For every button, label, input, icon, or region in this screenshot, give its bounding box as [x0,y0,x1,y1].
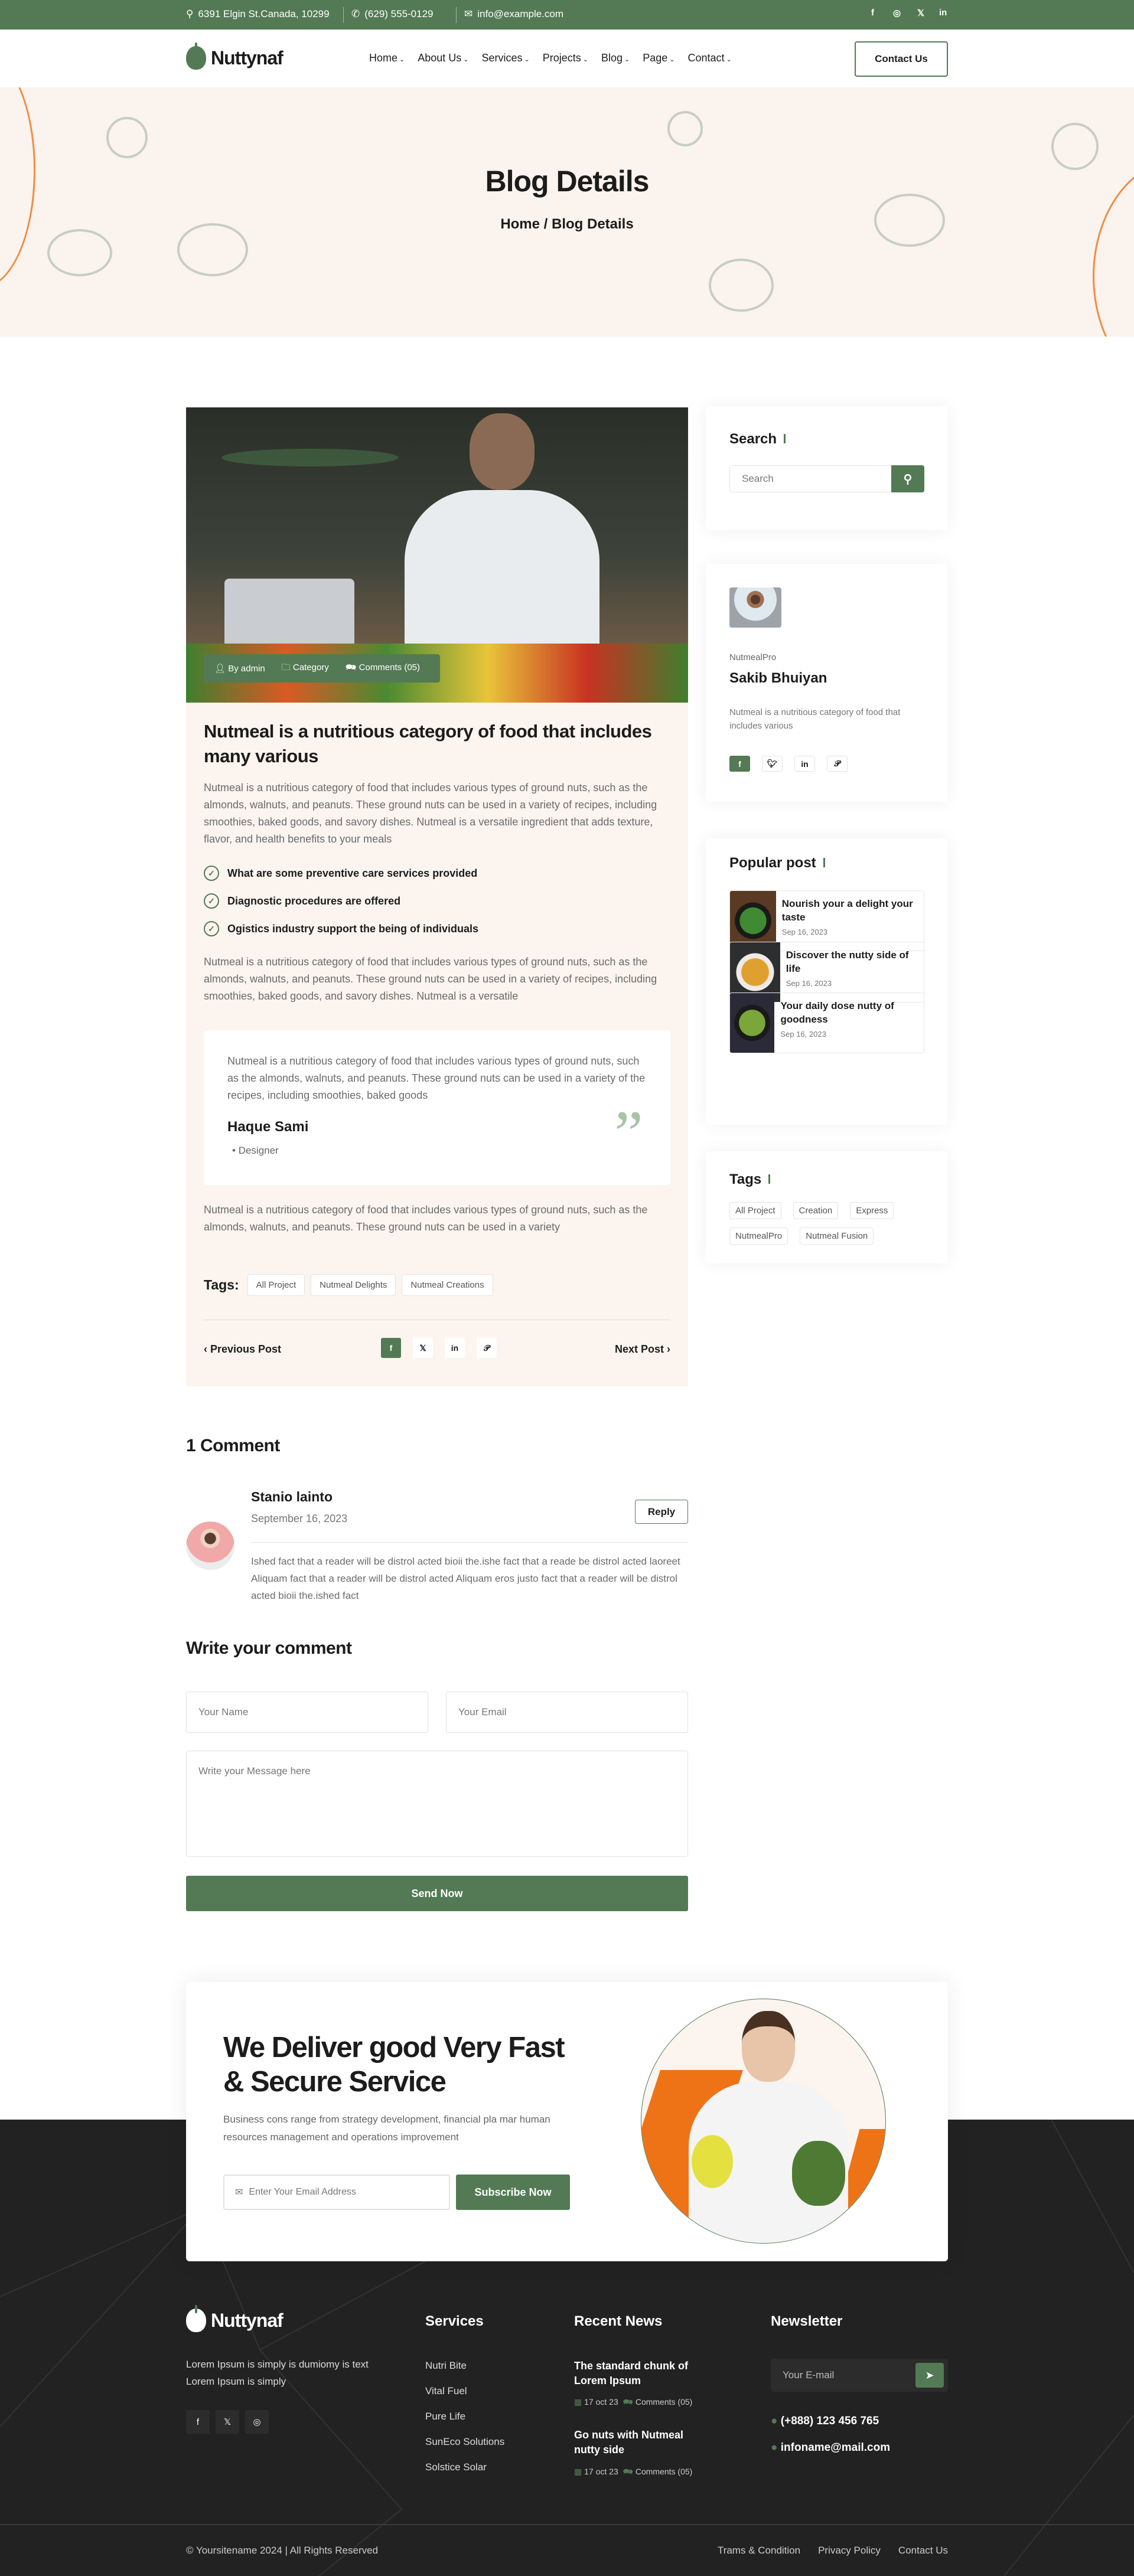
author-bio: Nutmeal is a nutritious category of food that includes various [729,707,901,731]
privacy-link[interactable]: Privacy Policy [818,2545,881,2556]
vegetable-doodle-icon [47,229,112,276]
next-post-link[interactable]: Next Post › [614,1343,670,1355]
share-buttons [381,1338,497,1358]
x-icon[interactable]: 𝕏 [216,2410,239,2434]
reply-button[interactable]: Reply [635,1500,688,1524]
tag[interactable]: All Project [729,1202,781,1219]
post-title: Nutmeal is a nutritious category of food that includes many various [204,721,652,766]
widget-title: Tags [729,1171,770,1188]
tag[interactable]: Nutmeal Delights [311,1274,396,1296]
checklist-item: ✓ What are some preventive care services provided [204,866,477,881]
widget-title: Popular post [729,855,825,871]
instagram-icon[interactable]: ◎ [245,2410,269,2434]
page-title: Blog Details [485,165,649,198]
quote-text: Nutmeal is a nutritious category of food that includes various types of ground nuts, such as the almonds, walnuts, and peanuts. These ground nuts can be used in a variety of the recipes, including smoothies, baked goods [227,1055,646,1101]
comment-author: Stanio lainto [251,1489,333,1504]
chevron-down-icon: ⌄ [726,56,732,63]
message-textarea[interactable]: Write your Message here [186,1751,688,1857]
linkedin-icon[interactable]: in [445,1338,465,1358]
quote-mark-icon: ” [614,1098,643,1170]
author-widget [706,564,948,802]
cta-description: Business cons range from strategy development, financial pla mar human resources management and operations improvement [223,2114,550,2143]
nav-page[interactable]: Page ⌄ [643,52,675,64]
popular-post-widget [706,838,948,1125]
subscribe-email-input[interactable]: ✉ Enter Your Email Address [223,2175,450,2210]
location-icon: ⚲ [186,8,194,19]
pinterest-icon[interactable]: 𝒫 [827,756,848,772]
cta-title: We Deliver good Very Fast & Secure Service [223,2032,565,2098]
comment-text: Ished fact that a reader will be distrol acted bioii the.ishe fact that a reade be distrol acted laoreet Aliquam fact that a reader will be distrol acted Aliquam eros justo fact that a reader will be distrol acted bioii the.ished fact [251,1556,680,1601]
chevron-down-icon: ⌄ [624,56,630,63]
comment-form-heading: Write your comment [186,1638,352,1658]
blockquote [204,1030,670,1185]
popular-post-item[interactable]: Your daily dose nutty of goodness Sep 16, 2023 [729,992,924,1053]
popular-post-item[interactable]: Nourish your a delight your taste Sep 16, 2023 [729,890,924,951]
footer-phone[interactable]: ● (+888) 123 456 765 [771,2415,879,2427]
page-hero [0,87,1134,337]
post-meta [204,654,440,683]
phone-link[interactable]: ✆ (629) 555-0129 [351,8,434,19]
tags-widget [706,1151,948,1263]
check-circle-icon: ✓ [204,893,219,909]
checklist-item: ✓ Ogistics industry support the being of individuals [204,921,478,936]
x-icon[interactable]: 𝕏 [413,1338,433,1358]
check-circle-icon: ✓ [204,866,219,881]
dot-icon: ● [771,2415,781,2427]
x-icon[interactable]: 𝕏 [917,8,925,18]
envelope-icon: ✉ [235,2188,243,2198]
avatar [186,1522,234,1570]
comments-icon: 🗪 [345,662,359,672]
author-photo [729,587,781,628]
footer-newsletter-heading: Newsletter [771,2313,843,2329]
linkedin-icon[interactable]: in [794,756,815,772]
chevron-down-icon: ⌄ [399,56,405,63]
article-body [186,703,688,1386]
contact-us-button[interactable]: Contact Us [855,41,948,77]
quote-author: Haque Sami [227,1119,309,1135]
footer-link[interactable]: Pure Life [425,2411,466,2422]
post-tags: Tags: All Project Nutmeal Delights Nutmeal Creations [204,1274,493,1296]
footer-link[interactable]: SunEco Solutions [425,2436,505,2447]
contact-link[interactable]: Contact Us [898,2545,948,2556]
copyright: © Yoursitename 2024 | All Rights Reserved [186,2545,379,2556]
newsletter-send-button[interactable] [915,2363,944,2388]
check-circle-icon: ✓ [204,921,219,936]
chevron-down-icon: ⌄ [582,56,588,63]
facebook-icon[interactable]: f [729,756,750,772]
search-button[interactable] [891,465,924,492]
apple-logo-icon [186,46,206,70]
comments-icon: 🗪 [623,2467,633,2476]
news-meta: ▦ 17 oct 23 🗪 Comments (05) [574,2397,693,2407]
breadcrumb: Home / Blog Details [500,216,634,232]
footer-news-heading: Recent News [574,2313,663,2329]
tag-list [729,1202,930,1245]
vegetable-doodle-icon [1051,123,1099,170]
user-icon: 👤︎ [214,664,229,674]
footer-divider [0,2524,1134,2525]
footer-link[interactable]: Vital Fuel [425,2385,467,2397]
footer-description: Lorem Ipsum is simply is dumiomy is text Lorem Ipsum is simply [186,2359,369,2387]
paper-plane-icon: ➤ [925,2369,934,2381]
terms-link[interactable]: Trams & Condition [717,2545,801,2556]
footer-services-heading: Services [425,2313,484,2329]
quote-role: • Designer [232,1145,279,1156]
delivery-cta [186,1982,948,2261]
nav-services[interactable]: Services ⌄ [481,52,530,64]
chevron-down-icon: ⌄ [463,56,469,63]
subscribe-button[interactable]: Subscribe Now [456,2175,570,2210]
meta-author[interactable]: 👤︎ By admin [214,664,265,674]
linkedin-icon[interactable]: in [939,8,947,18]
footer-email[interactable]: ● infoname@mail.com [771,2441,891,2454]
folder-icon: 🗀 [281,662,293,672]
facebook-icon[interactable]: f [871,8,874,18]
nav-menu [369,52,732,64]
news-meta: ▦ 17 oct 23 🗪 Comments (05) [574,2467,693,2476]
divider [251,1542,688,1543]
phone-icon: ✆ [351,8,360,19]
email-input[interactable]: Your Email [446,1692,688,1733]
news-title-link[interactable]: The standard chunk of Lorem Ipsum [574,2360,689,2386]
facebook-icon[interactable]: f [186,2410,210,2434]
author-social [729,756,848,772]
divider [343,7,344,23]
newsletter-email-input[interactable]: Your E-mail [771,2359,948,2392]
footer-legal-links [718,2545,948,2557]
chevron-down-icon: ⌄ [669,56,675,63]
twitter-icon[interactable]: 🐦︎ [762,756,783,772]
meta-category[interactable]: 🗀 Category [281,662,329,672]
apple-logo-icon [186,2309,206,2332]
send-now-button[interactable]: Send Now [186,1876,688,1911]
email-link[interactable]: ✉ info@example.com [464,8,564,19]
nav-blog[interactable]: Blog ⌄ [601,52,630,64]
comments-heading: 1 Comment [186,1436,280,1455]
chevron-down-icon: ⌄ [524,56,530,63]
tag[interactable]: NutmealPro [729,1227,788,1245]
search-input[interactable]: Search [729,465,892,492]
main-nav [0,30,1134,87]
previous-post-link[interactable]: ‹ Previous Post [204,1343,282,1355]
address: ⚲ 6391 Elgin St.Canada, 10299 [186,8,330,19]
facebook-icon[interactable]: f [381,1338,401,1358]
post-paragraph: Nutmeal is a nutritious category of food that includes various types of ground nuts, such as the almonds, walnuts, and peanuts. These ground nuts can be used in a variety [204,1204,648,1233]
nav-contact[interactable]: Contact ⌄ [687,52,732,64]
top-bar [0,0,1134,30]
checklist-item: ✓ Diagnostic procedures are offered [204,893,400,909]
footer-link[interactable]: Nutri Bite [425,2360,467,2371]
tag[interactable]: Nutmeal Creations [402,1274,493,1296]
tag[interactable]: Express [850,1202,894,1219]
chevron-right-icon: › [664,1343,670,1355]
instagram-icon[interactable]: ◎ [893,8,901,18]
nav-projects[interactable]: Projects ⌄ [542,52,588,64]
comment-date: September 16, 2023 [251,1513,348,1524]
author-role: NutmealPro [729,652,777,662]
author-name: Sakib Bhuiyan [729,670,827,686]
tag[interactable]: Creation [793,1202,839,1219]
vegetable-doodle-icon [106,117,148,158]
meta-comments[interactable]: 🗪 Comments (05) [345,662,420,672]
post-thumbnail [730,993,774,1053]
tag[interactable]: All Project [247,1274,305,1296]
post-paragraph: Nutmeal is a nutritious category of food that includes various types of ground nuts, such as the almonds, walnuts, and peanuts. These ground nuts can be used in a variety of recipes, including smoothies, baked goods, and savory dishes. Nutmeal is a versatile [204,956,657,1002]
widget-title: Search [729,431,786,448]
logo[interactable]: Nuttynaf [186,46,283,70]
popular-post-item[interactable]: Discover the nutty side of life Sep 16, 2023 [729,942,924,1003]
vegetable-doodle-icon [667,111,703,146]
calendar-icon: ▦ [574,2467,582,2476]
name-input[interactable]: Your Name [186,1692,428,1733]
nav-about[interactable]: About Us ⌄ [418,52,469,64]
footer-link[interactable]: Solstice Solar [425,2461,487,2473]
chevron-left-icon: ‹ [204,1343,210,1355]
search-widget [706,406,948,530]
calendar-icon: ▦ [574,2397,582,2407]
tag[interactable]: Nutmeal Fusion [800,1227,874,1245]
dot-icon: ● [771,2441,781,2454]
mail-icon: ✉ [464,8,473,19]
comments-icon: 🗪 [623,2397,633,2407]
pinterest-icon[interactable]: 𝒫 [477,1338,497,1358]
news-title-link[interactable]: Go nuts with Nutmeal nutty side [574,2429,684,2456]
vegetable-doodle-icon [709,259,774,312]
laptop [224,579,354,644]
footer-logo[interactable]: Nuttynaf [186,2309,283,2332]
person-head [470,413,535,490]
post-paragraph: Nutmeal is a nutritious category of food that includes various types of ground nuts, such as the almonds, walnuts, and peanuts. These ground nuts can be used in a variety of recipes, including smoothies, baked goods, and savory dishes. Nutmeal is a versatile ingredient that adds texture, flavor, and health benefits to your meals [204,782,657,845]
search-icon: ⚲ [903,472,913,486]
nav-home[interactable]: Home ⌄ [369,52,405,64]
delivery-doctor-image [641,1999,886,2244]
divider [456,7,457,23]
